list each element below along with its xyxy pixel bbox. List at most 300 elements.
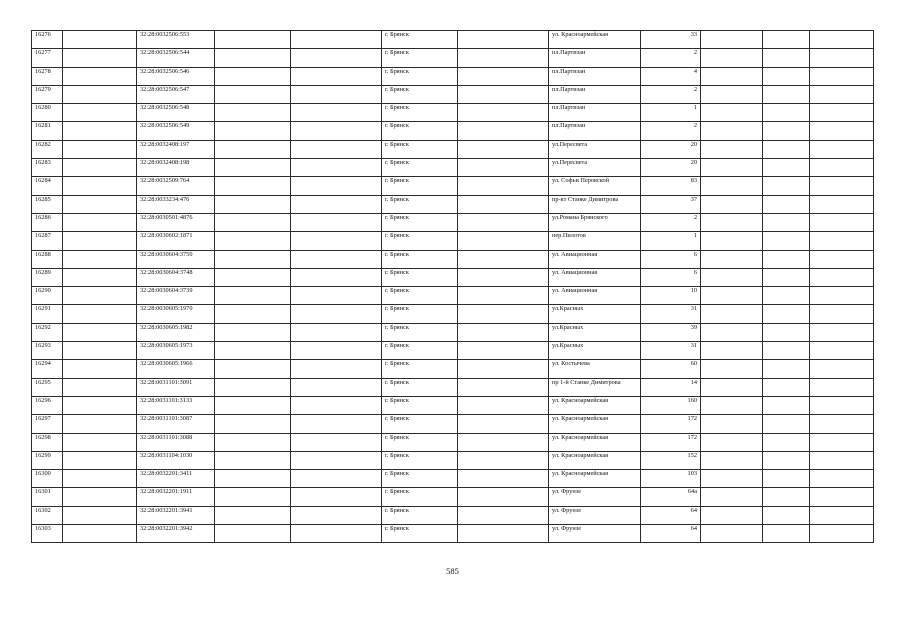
cadastral-number-cell: 32:28:0030604:3739: [137, 287, 215, 305]
empty-cell: [63, 415, 137, 433]
street-cell: ул. Красноармейская: [549, 451, 641, 469]
street-cell: ул.Пересвета: [549, 140, 641, 158]
street-cell: ул. Фрунзе: [549, 525, 641, 543]
city-cell: г. Брянск: [382, 250, 458, 268]
row-number-cell: 16279: [32, 85, 63, 103]
empty-cell: [701, 506, 763, 524]
empty-cell: [701, 525, 763, 543]
house-number-cell: 33: [641, 31, 701, 49]
city-cell: г. Брянск: [382, 360, 458, 378]
empty-cell: [701, 31, 763, 49]
empty-cell: [701, 268, 763, 286]
empty-cell: [763, 195, 810, 213]
row-number-cell: 16293: [32, 342, 63, 360]
empty-cell: [215, 159, 291, 177]
empty-cell: [763, 305, 810, 323]
empty-cell: [763, 360, 810, 378]
street-cell: пл.Партизан: [549, 85, 641, 103]
empty-cell: [810, 67, 874, 85]
empty-cell: [291, 305, 382, 323]
cadastral-number-cell: 32:28:0032408:197: [137, 140, 215, 158]
empty-cell: [763, 415, 810, 433]
empty-cell: [458, 213, 549, 231]
empty-cell: [763, 232, 810, 250]
empty-cell: [763, 104, 810, 122]
empty-cell: [63, 104, 137, 122]
empty-cell: [63, 159, 137, 177]
city-cell: г. Брянск: [382, 470, 458, 488]
empty-cell: [810, 104, 874, 122]
empty-cell: [701, 305, 763, 323]
empty-cell: [63, 396, 137, 414]
street-cell: ул. Красноармейская: [549, 470, 641, 488]
city-cell: г. Брянск: [382, 323, 458, 341]
empty-cell: [215, 67, 291, 85]
city-cell: г. Брянск: [382, 305, 458, 323]
row-number-cell: 16289: [32, 268, 63, 286]
city-cell: г. Брянск: [382, 49, 458, 67]
empty-cell: [763, 268, 810, 286]
cadastral-number-cell: 32:28:0032201:3411: [137, 470, 215, 488]
empty-cell: [810, 378, 874, 396]
table-row: [32, 305, 874, 323]
street-cell: пл.Партизан: [549, 122, 641, 140]
street-cell: ул.Пересвета: [549, 159, 641, 177]
empty-cell: [291, 159, 382, 177]
table-row: [32, 396, 874, 414]
empty-cell: [701, 67, 763, 85]
empty-cell: [810, 122, 874, 140]
house-number-cell: 64: [641, 525, 701, 543]
empty-cell: [63, 232, 137, 250]
empty-cell: [701, 433, 763, 451]
table-row: [32, 415, 874, 433]
house-number-cell: 172: [641, 433, 701, 451]
table-row: [32, 488, 874, 506]
house-number-cell: 10: [641, 287, 701, 305]
empty-cell: [458, 305, 549, 323]
house-number-cell: 39: [641, 323, 701, 341]
empty-cell: [291, 213, 382, 231]
empty-cell: [215, 378, 291, 396]
empty-cell: [291, 506, 382, 524]
empty-cell: [215, 433, 291, 451]
empty-cell: [215, 287, 291, 305]
empty-cell: [63, 323, 137, 341]
empty-cell: [63, 287, 137, 305]
empty-cell: [763, 122, 810, 140]
empty-cell: [215, 177, 291, 195]
empty-cell: [215, 323, 291, 341]
empty-cell: [810, 360, 874, 378]
empty-cell: [215, 49, 291, 67]
street-cell: ул. Фрунзе: [549, 506, 641, 524]
empty-cell: [215, 122, 291, 140]
page-number: 585: [446, 566, 459, 576]
house-number-cell: 2: [641, 85, 701, 103]
table-row: [32, 470, 874, 488]
house-number-cell: 20: [641, 159, 701, 177]
empty-cell: [763, 470, 810, 488]
empty-cell: [458, 232, 549, 250]
cadastral-number-cell: 32:28:0032408:198: [137, 159, 215, 177]
empty-cell: [458, 506, 549, 524]
street-cell: пр 1-й Станке Димитрова: [549, 378, 641, 396]
empty-cell: [458, 104, 549, 122]
empty-cell: [701, 488, 763, 506]
row-number-cell: 16278: [32, 67, 63, 85]
cadastral-number-cell: 32:28:0031101:3091: [137, 378, 215, 396]
empty-cell: [291, 342, 382, 360]
empty-cell: [810, 85, 874, 103]
cadastral-number-cell: 32:28:0031101:3133: [137, 396, 215, 414]
empty-cell: [291, 49, 382, 67]
city-cell: г. Брянск: [382, 287, 458, 305]
empty-cell: [458, 323, 549, 341]
cadastral-number-cell: 32:28:0030604:3750: [137, 250, 215, 268]
empty-cell: [458, 67, 549, 85]
house-number-cell: 31: [641, 342, 701, 360]
city-cell: г. Брянск: [382, 415, 458, 433]
empty-cell: [458, 177, 549, 195]
row-number-cell: 16290: [32, 287, 63, 305]
table-row: [32, 433, 874, 451]
empty-cell: [291, 396, 382, 414]
street-cell: пер.Пилотов: [549, 232, 641, 250]
house-number-cell: 172: [641, 415, 701, 433]
empty-cell: [215, 104, 291, 122]
empty-cell: [458, 287, 549, 305]
street-cell: пр-кт Станке Димитрова: [549, 195, 641, 213]
empty-cell: [810, 470, 874, 488]
empty-cell: [291, 250, 382, 268]
empty-cell: [701, 287, 763, 305]
street-cell: ул. Софьи Перовской: [549, 177, 641, 195]
empty-cell: [810, 213, 874, 231]
empty-cell: [810, 506, 874, 524]
empty-cell: [763, 323, 810, 341]
empty-cell: [63, 305, 137, 323]
table-row: [32, 85, 874, 103]
city-cell: г. Брянск: [382, 232, 458, 250]
house-number-cell: 60: [641, 360, 701, 378]
street-cell: ул. Костычева: [549, 360, 641, 378]
street-cell: ул.Красных: [549, 323, 641, 341]
table-row: [32, 525, 874, 543]
empty-cell: [215, 250, 291, 268]
empty-cell: [763, 250, 810, 268]
empty-cell: [458, 31, 549, 49]
cadastral-number-cell: 32:28:0032509:764: [137, 177, 215, 195]
empty-cell: [63, 506, 137, 524]
empty-cell: [215, 31, 291, 49]
empty-cell: [701, 396, 763, 414]
empty-cell: [63, 451, 137, 469]
empty-cell: [810, 305, 874, 323]
row-number-cell: 16288: [32, 250, 63, 268]
table-row: [32, 378, 874, 396]
cadastral-number-cell: 32:28:0033234:476: [137, 195, 215, 213]
empty-cell: [763, 67, 810, 85]
empty-cell: [291, 177, 382, 195]
house-number-cell: 103: [641, 470, 701, 488]
city-cell: г. Брянск: [382, 378, 458, 396]
row-number-cell: 16295: [32, 378, 63, 396]
street-cell: ул.Романа Брянского: [549, 213, 641, 231]
table-row: [32, 195, 874, 213]
empty-cell: [810, 31, 874, 49]
empty-cell: [701, 470, 763, 488]
house-number-cell: 2: [641, 213, 701, 231]
empty-cell: [291, 360, 382, 378]
cadastral-number-cell: 32:28:0032201:3941: [137, 506, 215, 524]
empty-cell: [63, 67, 137, 85]
empty-cell: [63, 177, 137, 195]
empty-cell: [291, 451, 382, 469]
empty-cell: [810, 342, 874, 360]
street-cell: ул. Авиационная: [549, 250, 641, 268]
table-row: [32, 122, 874, 140]
empty-cell: [458, 433, 549, 451]
empty-cell: [810, 433, 874, 451]
city-cell: г. Брянск: [382, 213, 458, 231]
row-number-cell: 16281: [32, 122, 63, 140]
empty-cell: [458, 268, 549, 286]
empty-cell: [458, 140, 549, 158]
street-cell: ул. Красноармейская: [549, 415, 641, 433]
cadastral-number-cell: 32:28:0032506:546: [137, 67, 215, 85]
row-number-cell: 16294: [32, 360, 63, 378]
cadastral-number-cell: 32:28:0032201:3942: [137, 525, 215, 543]
house-number-cell: 37: [641, 195, 701, 213]
empty-cell: [215, 451, 291, 469]
empty-cell: [63, 250, 137, 268]
house-number-cell: 4: [641, 67, 701, 85]
city-cell: г. Брянск: [382, 488, 458, 506]
cadastral-number-cell: 32:28:0031104:1030: [137, 451, 215, 469]
empty-cell: [810, 159, 874, 177]
empty-cell: [63, 342, 137, 360]
empty-cell: [701, 342, 763, 360]
cadastral-number-cell: 32:28:0030605:1970: [137, 305, 215, 323]
street-cell: пл.Партизан: [549, 67, 641, 85]
table-row: [32, 342, 874, 360]
empty-cell: [810, 49, 874, 67]
empty-cell: [701, 378, 763, 396]
empty-cell: [291, 488, 382, 506]
table-row: [32, 250, 874, 268]
empty-cell: [810, 396, 874, 414]
empty-cell: [215, 525, 291, 543]
cadastral-number-cell: 32:28:0030602:1871: [137, 232, 215, 250]
empty-cell: [701, 177, 763, 195]
cadastral-number-cell: 32:28:0032506:549: [137, 122, 215, 140]
cadastral-number-cell: 32:28:0032201:1911: [137, 488, 215, 506]
house-number-cell: 83: [641, 177, 701, 195]
cadastral-number-cell: 32:28:0032506:548: [137, 104, 215, 122]
house-number-cell: 1: [641, 232, 701, 250]
table-body: [32, 31, 874, 543]
cadastral-number-cell: 32:28:0032506:544: [137, 49, 215, 67]
house-number-cell: 2: [641, 122, 701, 140]
row-number-cell: 16298: [32, 433, 63, 451]
empty-cell: [763, 49, 810, 67]
city-cell: г. Брянск: [382, 85, 458, 103]
row-number-cell: 16286: [32, 213, 63, 231]
empty-cell: [701, 323, 763, 341]
empty-cell: [701, 360, 763, 378]
empty-cell: [810, 195, 874, 213]
empty-cell: [458, 451, 549, 469]
house-number-cell: 6: [641, 250, 701, 268]
empty-cell: [458, 122, 549, 140]
row-number-cell: 16277: [32, 49, 63, 67]
empty-cell: [458, 525, 549, 543]
table-row: [32, 232, 874, 250]
empty-cell: [763, 140, 810, 158]
house-number-cell: 14: [641, 378, 701, 396]
empty-cell: [291, 140, 382, 158]
empty-cell: [458, 85, 549, 103]
empty-cell: [810, 525, 874, 543]
street-cell: ул.Красных: [549, 305, 641, 323]
empty-cell: [701, 250, 763, 268]
house-number-cell: 31: [641, 305, 701, 323]
empty-cell: [63, 268, 137, 286]
row-number-cell: 16296: [32, 396, 63, 414]
empty-cell: [291, 104, 382, 122]
empty-cell: [810, 488, 874, 506]
street-cell: ул. Авиационная: [549, 287, 641, 305]
city-cell: г. Брянск: [382, 31, 458, 49]
empty-cell: [215, 360, 291, 378]
empty-cell: [291, 67, 382, 85]
empty-cell: [458, 488, 549, 506]
empty-cell: [763, 177, 810, 195]
street-cell: пл.Партизан: [549, 49, 641, 67]
empty-cell: [215, 396, 291, 414]
empty-cell: [701, 415, 763, 433]
address-registry-table: [31, 30, 874, 543]
table-row: [32, 451, 874, 469]
table-row: [32, 159, 874, 177]
city-cell: г. Брянск: [382, 451, 458, 469]
street-cell: ул. Авиационная: [549, 268, 641, 286]
empty-cell: [701, 122, 763, 140]
empty-cell: [458, 159, 549, 177]
table-row: [32, 104, 874, 122]
empty-cell: [63, 140, 137, 158]
empty-cell: [701, 159, 763, 177]
empty-cell: [458, 250, 549, 268]
empty-cell: [810, 451, 874, 469]
empty-cell: [810, 232, 874, 250]
house-number-cell: 160: [641, 396, 701, 414]
empty-cell: [63, 195, 137, 213]
empty-cell: [763, 213, 810, 231]
house-number-cell: 64: [641, 506, 701, 524]
street-cell: ул. Красноармейская: [549, 433, 641, 451]
cadastral-number-cell: 32:28:0031101:3087: [137, 415, 215, 433]
empty-cell: [810, 323, 874, 341]
empty-cell: [763, 31, 810, 49]
city-cell: г. Брянск: [382, 159, 458, 177]
cadastral-number-cell: 32:28:0032506:547: [137, 85, 215, 103]
row-number-cell: 16280: [32, 104, 63, 122]
house-number-cell: 1: [641, 104, 701, 122]
empty-cell: [215, 506, 291, 524]
city-cell: г. Брянск: [382, 104, 458, 122]
empty-cell: [458, 49, 549, 67]
row-number-cell: 16282: [32, 140, 63, 158]
empty-cell: [63, 360, 137, 378]
table-row: [32, 31, 874, 49]
empty-cell: [701, 213, 763, 231]
city-cell: г. Брянск: [382, 122, 458, 140]
row-number-cell: 16283: [32, 159, 63, 177]
empty-cell: [63, 433, 137, 451]
city-cell: г. Брянск: [382, 67, 458, 85]
empty-cell: [291, 232, 382, 250]
empty-cell: [291, 470, 382, 488]
city-cell: г. Брянск: [382, 396, 458, 414]
empty-cell: [701, 85, 763, 103]
empty-cell: [701, 104, 763, 122]
empty-cell: [763, 159, 810, 177]
street-cell: ул. Красноармейская: [549, 396, 641, 414]
empty-cell: [215, 488, 291, 506]
empty-cell: [291, 31, 382, 49]
house-number-cell: 20: [641, 140, 701, 158]
empty-cell: [763, 378, 810, 396]
empty-cell: [215, 140, 291, 158]
empty-cell: [701, 195, 763, 213]
empty-cell: [291, 433, 382, 451]
empty-cell: [291, 287, 382, 305]
empty-cell: [63, 122, 137, 140]
row-number-cell: 16301: [32, 488, 63, 506]
row-number-cell: 16285: [32, 195, 63, 213]
cadastral-number-cell: 32:28:0030501:4876: [137, 213, 215, 231]
empty-cell: [215, 195, 291, 213]
city-cell: г. Брянск: [382, 195, 458, 213]
city-cell: г. Брянск: [382, 342, 458, 360]
empty-cell: [63, 488, 137, 506]
row-number-cell: 16303: [32, 525, 63, 543]
row-number-cell: 16299: [32, 451, 63, 469]
cadastral-number-cell: 32:28:0030605:1973: [137, 342, 215, 360]
empty-cell: [763, 488, 810, 506]
empty-cell: [215, 232, 291, 250]
empty-cell: [810, 268, 874, 286]
empty-cell: [215, 415, 291, 433]
house-number-cell: 152: [641, 451, 701, 469]
empty-cell: [215, 268, 291, 286]
row-number-cell: 16291: [32, 305, 63, 323]
empty-cell: [701, 451, 763, 469]
street-cell: ул. Фрунзе: [549, 488, 641, 506]
street-cell: пл.Партизан: [549, 104, 641, 122]
city-cell: г. Брянск: [382, 525, 458, 543]
empty-cell: [291, 195, 382, 213]
empty-cell: [763, 506, 810, 524]
empty-cell: [63, 470, 137, 488]
empty-cell: [291, 323, 382, 341]
street-cell: ул.Красных: [549, 342, 641, 360]
empty-cell: [291, 525, 382, 543]
table-row: [32, 213, 874, 231]
row-number-cell: 16302: [32, 506, 63, 524]
